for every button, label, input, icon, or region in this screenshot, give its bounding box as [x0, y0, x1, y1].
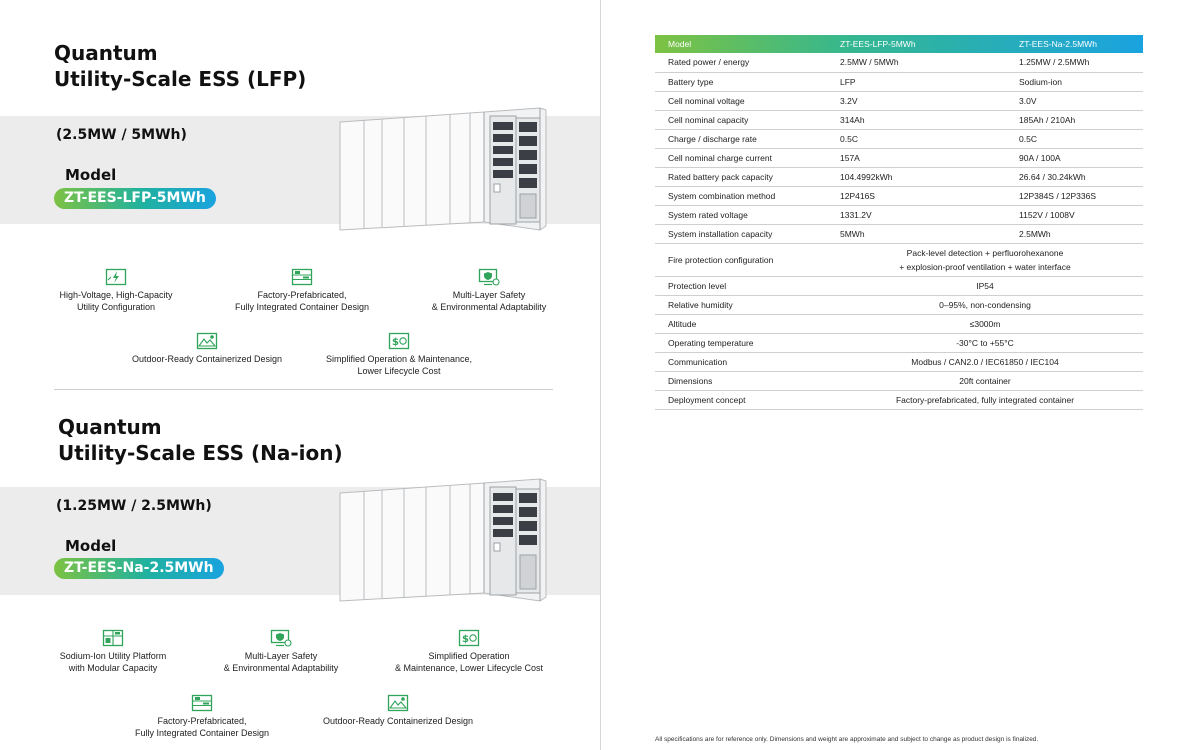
table-row — [655, 91, 1143, 110]
lfp-title-line2: Utility-Scale ESS (LFP) — [54, 67, 307, 91]
row-label: System combination method — [655, 186, 827, 205]
row-label: Cell nominal charge current — [655, 148, 827, 167]
table-row — [655, 243, 1143, 276]
na-value: 26.64 / 30.24kWh — [1006, 167, 1143, 186]
na-rating: (1.25MW / 2.5MWh) — [56, 498, 212, 514]
lfp-container-image — [334, 104, 552, 238]
lfp-value: 1331.2V — [827, 205, 1006, 224]
lfp-feature-3-line2: & Environmental Adaptability — [431, 302, 547, 312]
shared-value: IP54 — [827, 276, 1143, 295]
lfp-rating: (2.5MW / 5MWh) — [56, 127, 187, 143]
lfp-model-label: Model — [65, 166, 117, 184]
lfp-value: 5MWh — [827, 224, 1006, 243]
footnote: All specifications are for reference only. Dimensions and weight are approximate and subject to change as product design is finalized. — [655, 736, 1039, 743]
na-value: 90A / 100A — [1006, 148, 1143, 167]
modular-rack-icon — [102, 629, 124, 647]
shield-monitor-icon — [478, 268, 500, 286]
table-row — [655, 110, 1143, 129]
row-label: Cell nominal capacity — [655, 110, 827, 129]
na-model-pill: ZT-EES-Na-2.5MWh — [54, 558, 224, 579]
outdoor-icon — [387, 694, 409, 712]
na-feature-3-line2: & Maintenance, Lower Lifecycle Cost — [394, 663, 544, 673]
table-row — [655, 53, 1143, 72]
svg-text:$: $ — [462, 634, 469, 645]
shield-monitor-icon — [270, 629, 292, 647]
lfp-feature-prefab — [234, 268, 370, 313]
na-title — [58, 414, 343, 466]
shared-value: 0–95%, non-condensing — [827, 295, 1143, 314]
na-model-label: Model — [65, 537, 117, 555]
svg-text:$: $ — [392, 337, 399, 348]
lfp-feature-cost — [323, 332, 475, 377]
na-feature-2-line1: Multi-Layer Safety — [244, 651, 318, 661]
lfp-feature-5-line1: Simplified Operation & Maintenance, — [325, 354, 473, 364]
lfp-feature-3-line1: Multi-Layer Safety — [452, 290, 526, 300]
lfp-feature-safety — [430, 268, 548, 313]
outdoor-icon — [196, 332, 218, 350]
lfp-title-line1: Quantum — [54, 41, 158, 65]
table-row — [655, 352, 1143, 371]
lfp-value: 314Ah — [827, 110, 1006, 129]
spec-table — [655, 35, 1143, 410]
na-value: 1152V / 1008V — [1006, 205, 1143, 224]
lfp-feature-5-line2: Lower Lifecycle Cost — [357, 366, 441, 376]
row-label: Rated power / energy — [655, 53, 827, 72]
row-label: Deployment concept — [655, 390, 827, 409]
na-feature-platform — [56, 629, 170, 674]
na-value: 3.0V — [1006, 91, 1143, 110]
row-label: Cell nominal voltage — [655, 91, 827, 110]
lfp-feature-high-voltage — [56, 268, 176, 313]
lfp-feature-outdoor — [128, 332, 286, 365]
na-feature-cost — [394, 629, 544, 674]
table-row — [655, 205, 1143, 224]
row-label: Altitude — [655, 314, 827, 333]
table-row — [655, 224, 1143, 243]
table-row — [655, 276, 1143, 295]
shared-value — [827, 243, 1143, 276]
container-icon — [191, 694, 213, 712]
header-cell: Model — [668, 39, 692, 49]
na-feature-4-line2: Fully Integrated Container Design — [134, 728, 270, 738]
na-feature-4-line1: Factory-Prefabricated, — [157, 716, 247, 726]
row-label: Relative humidity — [655, 295, 827, 314]
row-label: Charge / discharge rate — [655, 129, 827, 148]
na-value: Sodium-ion — [1006, 72, 1143, 91]
na-value: 1.25MW / 2.5MWh — [1006, 53, 1143, 72]
lfp-feature-2-line2: Fully Integrated Container Design — [234, 302, 370, 312]
lfp-feature-1-line1: High-Voltage, High-Capacity — [59, 290, 173, 300]
row-label: Rated battery pack capacity — [655, 167, 827, 186]
na-feature-1-line2: with Modular Capacity — [68, 663, 158, 673]
na-title-line2: Utility-Scale ESS (Na-ion) — [58, 441, 343, 465]
table-row — [655, 371, 1143, 390]
shared-value-line2: + explosion-proof ventilation + water interface — [899, 261, 1071, 272]
shared-value: Modbus / CAN2.0 / IEC61850 / IEC104 — [827, 352, 1143, 371]
table-row — [655, 390, 1143, 409]
lfp-value: LFP — [827, 72, 1006, 91]
na-value: 12P384S / 12P336S — [1006, 186, 1143, 205]
na-value: 2.5MWh — [1006, 224, 1143, 243]
row-label: System installation capacity — [655, 224, 827, 243]
table-row — [655, 295, 1143, 314]
na-feature-safety — [221, 629, 341, 674]
shared-value: ≤3000m — [827, 314, 1143, 333]
na-feature-outdoor — [320, 694, 476, 727]
row-label: Operating temperature — [655, 333, 827, 352]
na-value: 0.5C — [1006, 129, 1143, 148]
table-row — [655, 129, 1143, 148]
cost-icon — [388, 332, 410, 350]
lfp-value: 104.4992kWh — [827, 167, 1006, 186]
shared-value-line1: Pack-level detection + perfluorohexanone — [906, 247, 1064, 258]
lfp-value: 2.5MW / 5MWh — [827, 53, 1006, 72]
table-row — [655, 167, 1143, 186]
lfp-value: 157A — [827, 148, 1006, 167]
row-label: Battery type — [655, 72, 827, 91]
cost-icon — [458, 629, 480, 647]
lfp-value: 12P416S — [827, 186, 1006, 205]
row-label: Dimensions — [655, 371, 827, 390]
row-label: Communication — [655, 352, 827, 371]
section-divider — [54, 389, 553, 390]
na-title-line1: Quantum — [58, 415, 162, 439]
row-label: System rated voltage — [655, 205, 827, 224]
header-cell: ZT-EES-LFP-5MWh — [840, 39, 916, 49]
na-feature-1-line1: Sodium-Ion Utility Platform — [59, 651, 167, 661]
na-feature-3-line1: Simplified Operation — [428, 651, 510, 661]
na-value: 185Ah / 210Ah — [1006, 110, 1143, 129]
lfp-feature-4-line1: Outdoor-Ready Containerized Design — [131, 354, 283, 364]
table-row — [655, 148, 1143, 167]
container-icon — [291, 268, 313, 286]
table-row — [655, 186, 1143, 205]
lfp-feature-2-line1: Factory-Prefabricated, — [257, 290, 347, 300]
lfp-value: 0.5C — [827, 129, 1006, 148]
na-feature-prefab — [134, 694, 270, 739]
lfp-value: 3.2V — [827, 91, 1006, 110]
na-feature-5-line1: Outdoor-Ready Containerized Design — [322, 716, 474, 726]
shared-value: Factory-prefabricated, fully integrated container — [827, 390, 1143, 409]
shared-value: -30°C to +55°C — [827, 333, 1143, 352]
table-row — [655, 72, 1143, 91]
lfp-title — [54, 40, 306, 92]
header-cell: ZT-EES-Na-2.5MWh — [1019, 39, 1097, 49]
na-feature-2-line2: & Environmental Adaptability — [223, 663, 339, 673]
spec-table-header — [655, 35, 1143, 53]
high-voltage-icon — [105, 268, 127, 286]
lfp-feature-1-line2: Utility Configuration — [76, 302, 156, 312]
row-label: Protection level — [655, 276, 827, 295]
na-container-image — [334, 475, 552, 609]
table-row — [655, 333, 1143, 352]
table-row — [655, 314, 1143, 333]
lfp-model-pill: ZT-EES-LFP-5MWh — [54, 188, 216, 209]
shared-value: 20ft container — [827, 371, 1143, 390]
row-label: Fire protection configuration — [655, 243, 827, 276]
